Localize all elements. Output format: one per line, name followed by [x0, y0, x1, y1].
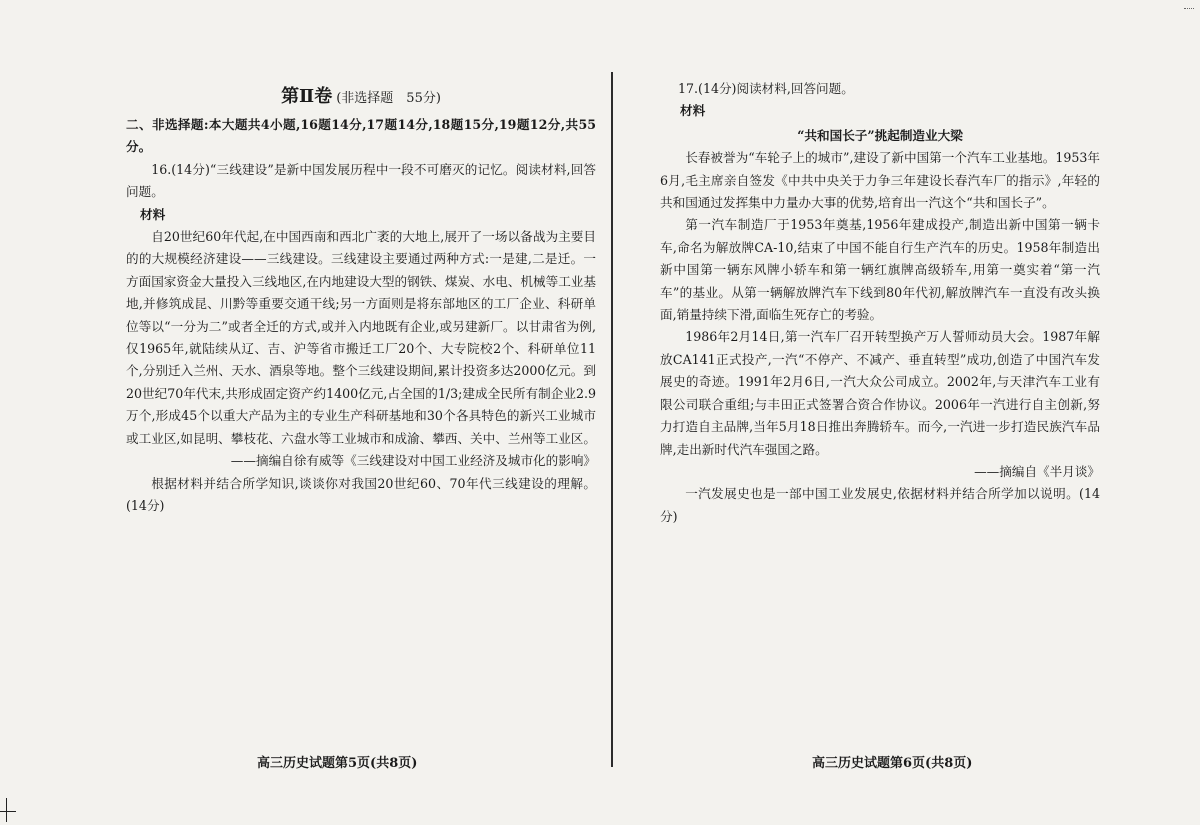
crop-mark-icon — [0, 798, 16, 822]
question-17-prompt: 一汽发展史也是一部中国工业发展史,依据材料并结合所学加以说明。(14分) — [660, 486, 1100, 524]
question-16-prompt: 根据材料并结合所学知识,谈谈你对我国20世纪60、70年代三线建设的理解。(14分) — [126, 475, 596, 513]
article-title: “共和国长子”挑起制造业大梁 — [797, 127, 963, 143]
page-footer-left: 高三历史试题第5页(共8页) — [257, 756, 418, 771]
page-divider — [611, 72, 613, 767]
question-16-intro: 16.(14分)“三线建设”是新中国发展历程中一段不可磨灭的记忆。阅读材料,回答问题。 — [126, 161, 596, 200]
question-17-source: ——摘编自《半月谈》 — [974, 463, 1100, 479]
article-paragraph-1: 长春被誉为“车轮子上的城市”,建设了新中国第一个汽车工业基地。1953年6月,毛主席亲自签发《中共中央关于力争三年建设长春汽车厂的指示》,年轻的共和国通过发挥集中力量办大事的优势,培育出一汽这个“共和国长子”。 — [660, 150, 1100, 211]
exam-page-left — [126, 78, 596, 517]
question-16-source: ——摘编自徐有威等《三线建设对中国工业经济及城市化的影响》 — [230, 453, 596, 469]
question-17-intro: 17.(14分)阅读材料,回答问题。 — [678, 81, 854, 96]
exam-page-right — [660, 78, 1100, 528]
material-label: 材料 — [140, 206, 166, 222]
section-subtitle: (非选择题 55分) — [336, 91, 441, 106]
section-instructions: 二、非选择题:本大题共4小题,16题14分,17题14分,18题15分,19题12分,共55分。 — [126, 117, 596, 155]
page-footer-right: 高三历史试题第6页(共8页) — [812, 756, 973, 771]
scan-mark-icon — [1184, 0, 1194, 9]
question-16-material: 自20世纪60年代起,在中国西南和西北广袤的大地上,展开了一场以备战为主要目的的大规模经济建设——三线建设。三线建设主要通过两种方式:一是建,二是迁。一方面国家资金大量投入三线地区,在内地建设大型的钢铁、煤炭、水电、机械等工业基地,并修筑成昆、川黔等重要交通干线;另一方面则是将东部地区的工厂企业、科研单位等以“一分为二”或者全迁的方式,或并入内地既有企业,或另建新厂。以甘肃省为例,仅1965年,就陆续从辽、吉、沪等省市搬迁工厂20个、大专院校2个、科研单位11个,分别迁入兰州、天水、酒泉等地。整个三线建设期间,累计投资多达2000亿元。到20世纪70年代末,共形成固定资产约1400亿元,占全国的1/3;建成全民所有制企业2.9万个,形成45个以重大产品为主的专业生产科研基地和30个各具特色的新兴工业城市或工业区,如昆明、攀枝花、六盘水等工业城市和成渝、攀西、关中、兰州等工业区。 — [126, 229, 596, 446]
article-paragraph-2: 第一汽车制造厂于1953年奠基,1956年建成投产,制造出新中国第一辆卡车,命名为解放牌CA-10,结束了中国不能自行生产汽车的历史。1958年制造出新中国第一辆东风牌小轿车和第一辆红旗牌高级轿车,用第一奠实着“第一汽车”的基业。从第一辆解放牌汽车下线到80年代初,解放牌汽车一直没有改头换面,销量持续下滑,面临生死存亡的考验。 — [660, 217, 1100, 323]
material-label: 材料 — [680, 103, 706, 119]
section-title: 第Ⅱ卷 (非选择题 55分) — [281, 86, 441, 107]
article-paragraph-3: 1986年2月14日,第一汽车厂召开转型换产万人誓师动员大会。1987年解放CA141正式投产,一汽“不停产、不减产、垂直转型”成功,创造了中国汽车发展史的奇迹。1991年2月6日,一汽大众公司成立。2002年,与天津汽车工业有限公司联合重组;与丰田正式签署合资合作协议。2006年一汽进行自主创新,努力打造自主品牌,当年5月18日推出奔腾轿车。而今,一汽进一步打造民族汽车品牌,走出新时代汽车强国之路。 — [660, 329, 1100, 457]
